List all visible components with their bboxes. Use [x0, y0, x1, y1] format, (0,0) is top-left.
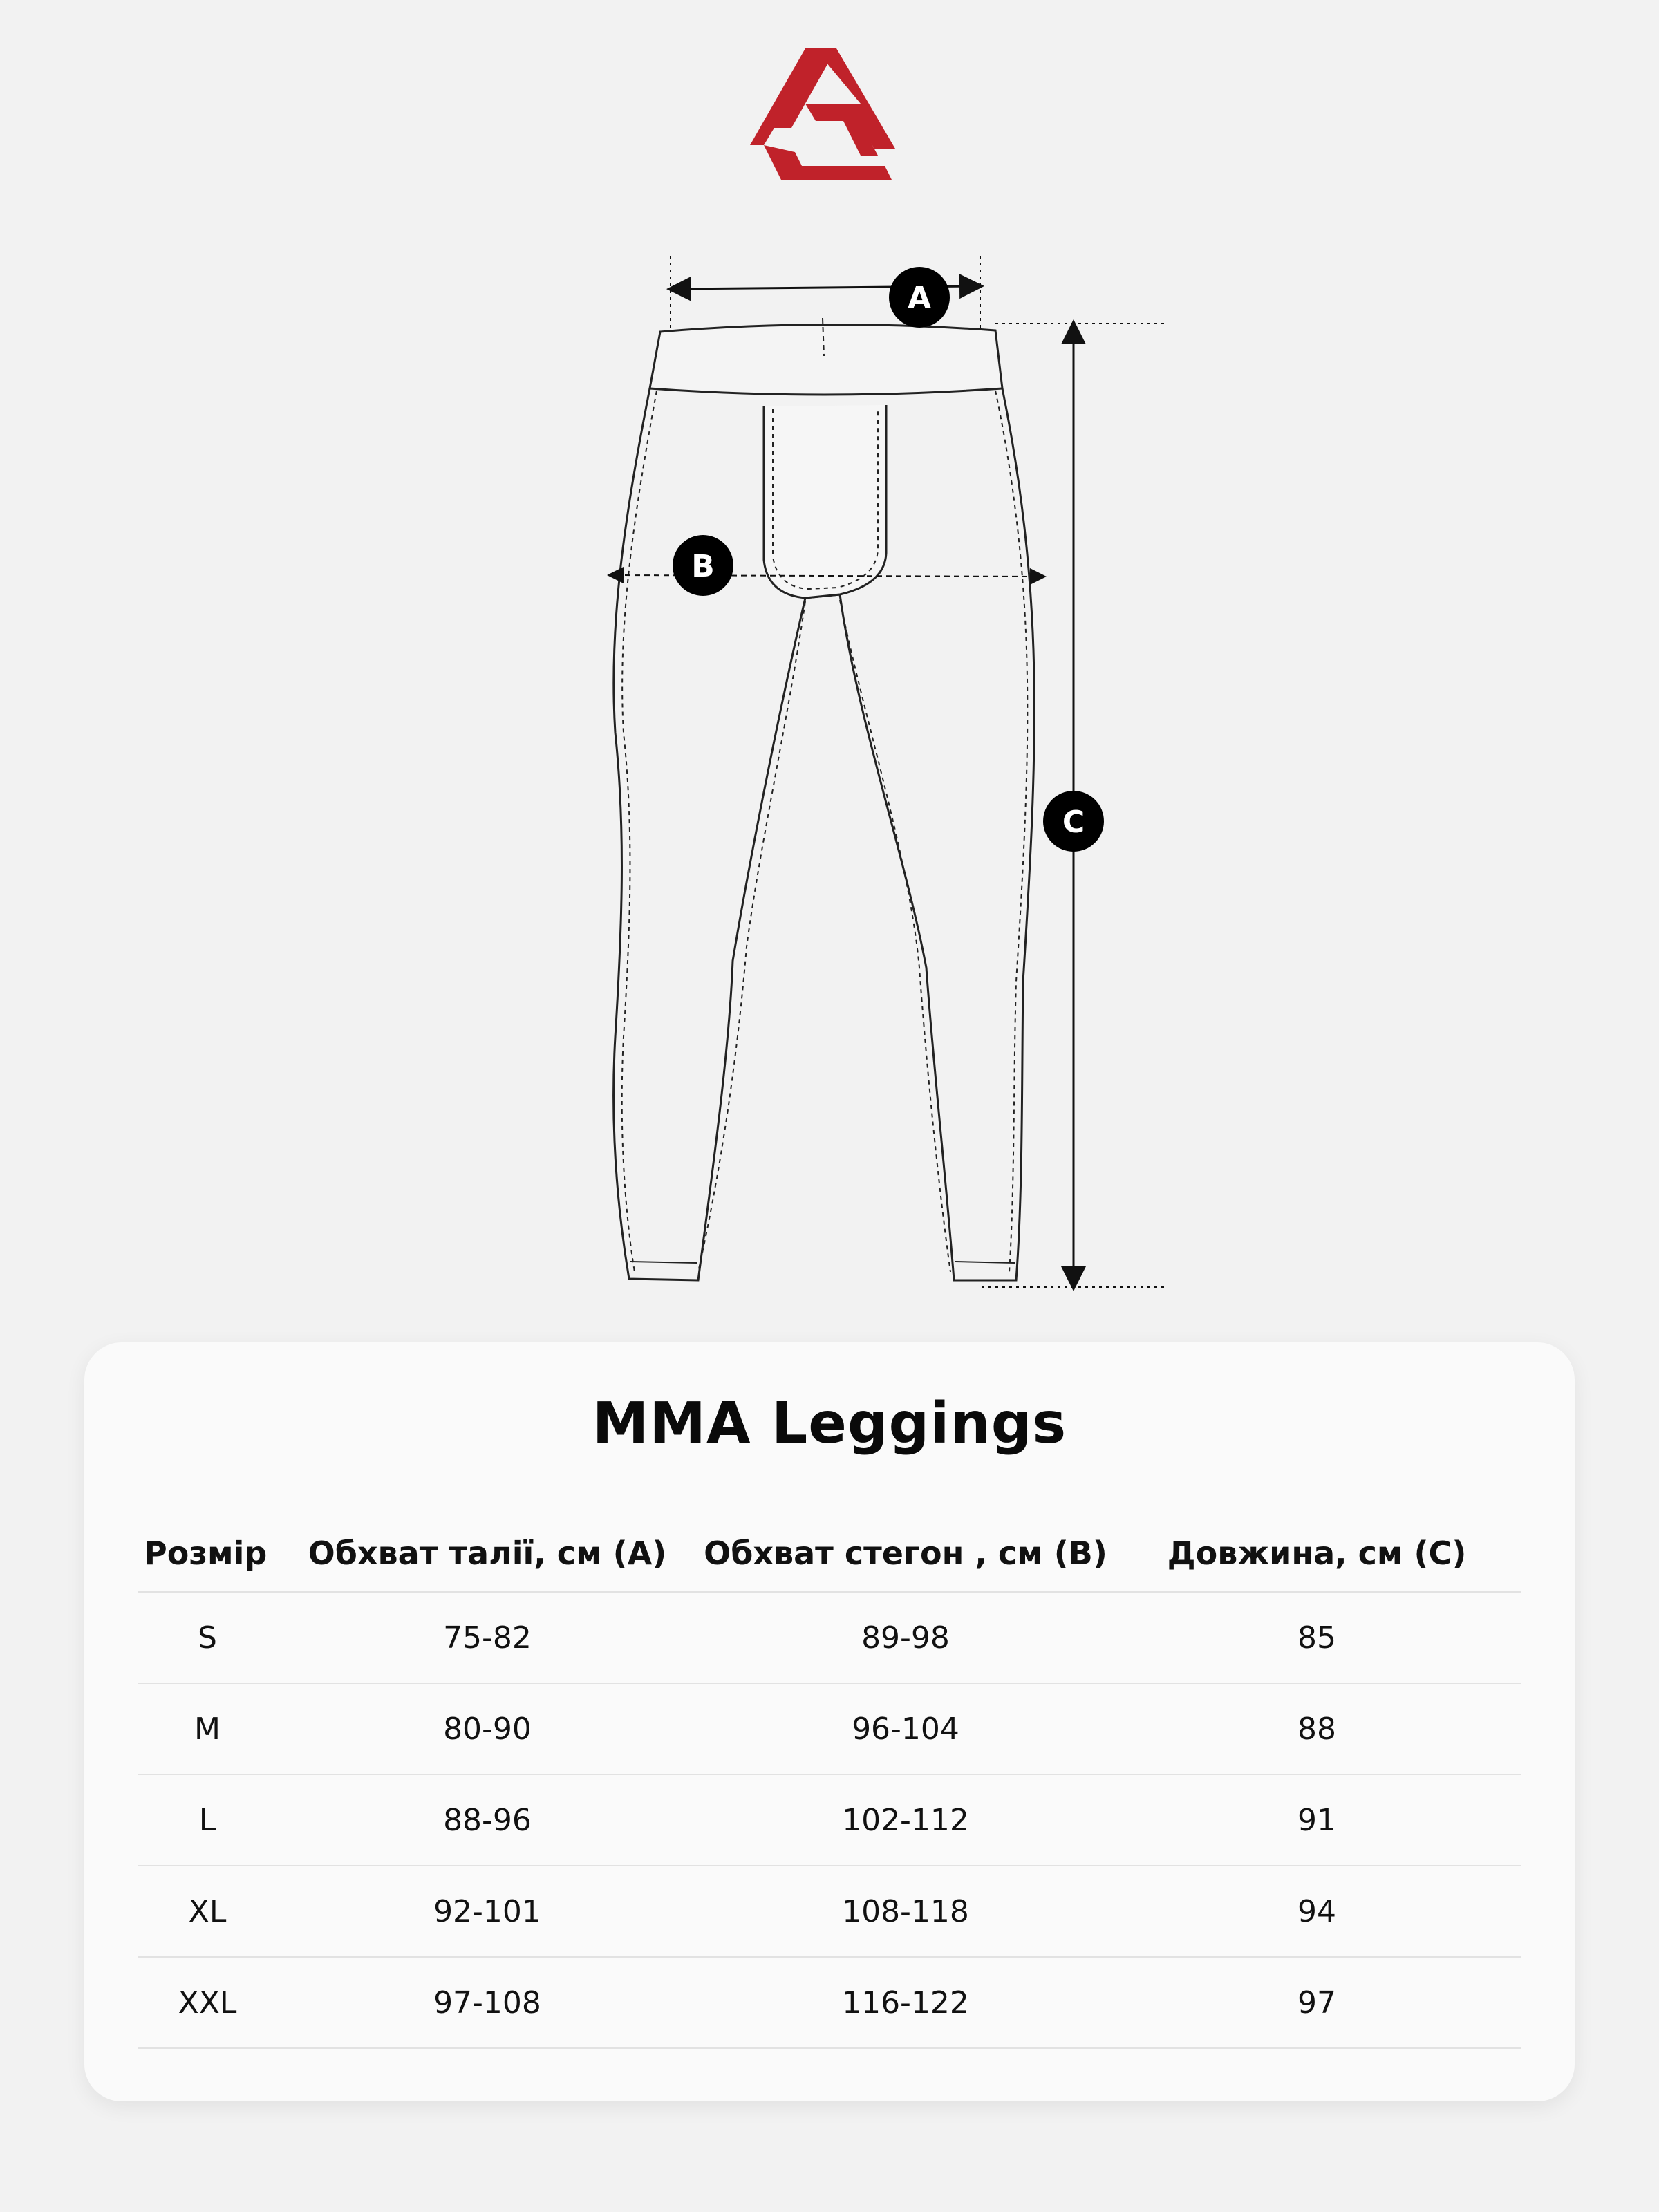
leggings-measurement-diagram	[0, 235, 1659, 1313]
cell-size: XXL	[138, 1957, 276, 2048]
cell-hip: 96-104	[698, 1683, 1113, 1774]
triangle-knot-logo-icon	[740, 35, 912, 194]
marker-c-label: C	[1062, 805, 1085, 840]
table-header-row	[138, 1515, 1521, 1592]
marker-c-badge	[1043, 791, 1104, 852]
cell-size: S	[138, 1592, 276, 1683]
cell-length: 91	[1113, 1774, 1521, 1866]
marker-b-badge	[673, 535, 733, 596]
cell-length: 94	[1113, 1866, 1521, 1957]
header-length: Довжина, см (С)	[1113, 1515, 1521, 1592]
marker-b-label: B	[691, 549, 715, 584]
cell-waist: 92-101	[276, 1866, 698, 1957]
size-chart-card	[84, 1342, 1575, 2101]
cell-hip: 89-98	[698, 1592, 1113, 1683]
size-chart-title: MMA Leggings	[592, 1391, 1067, 1456]
cell-waist: 75-82	[276, 1592, 698, 1683]
table-row	[138, 1957, 1521, 2048]
header-waist: Обхват талії, см (A)	[276, 1515, 698, 1592]
cell-size: M	[138, 1683, 276, 1774]
table-row	[138, 1683, 1521, 1774]
table-row	[138, 1866, 1521, 1957]
cell-hip: 102-112	[698, 1774, 1113, 1866]
cell-size: L	[138, 1774, 276, 1866]
cell-hip: 116-122	[698, 1957, 1113, 2048]
cell-length: 88	[1113, 1683, 1521, 1774]
cell-length: 85	[1113, 1592, 1521, 1683]
size-table	[138, 1515, 1521, 2049]
leggings-outline-icon	[614, 318, 1035, 1280]
cell-length: 97	[1113, 1957, 1521, 2048]
header-hip: Обхват стегон , см (B)	[698, 1515, 1113, 1592]
cell-size: XL	[138, 1866, 276, 1957]
cell-hip: 108-118	[698, 1866, 1113, 1957]
marker-a-badge	[889, 267, 950, 328]
header-size: Розмір	[138, 1515, 276, 1592]
cell-waist: 88-96	[276, 1774, 698, 1866]
table-row	[138, 1592, 1521, 1683]
marker-a-label: A	[907, 281, 932, 316]
table-row	[138, 1774, 1521, 1866]
cell-waist: 80-90	[276, 1683, 698, 1774]
cell-waist: 97-108	[276, 1957, 698, 2048]
